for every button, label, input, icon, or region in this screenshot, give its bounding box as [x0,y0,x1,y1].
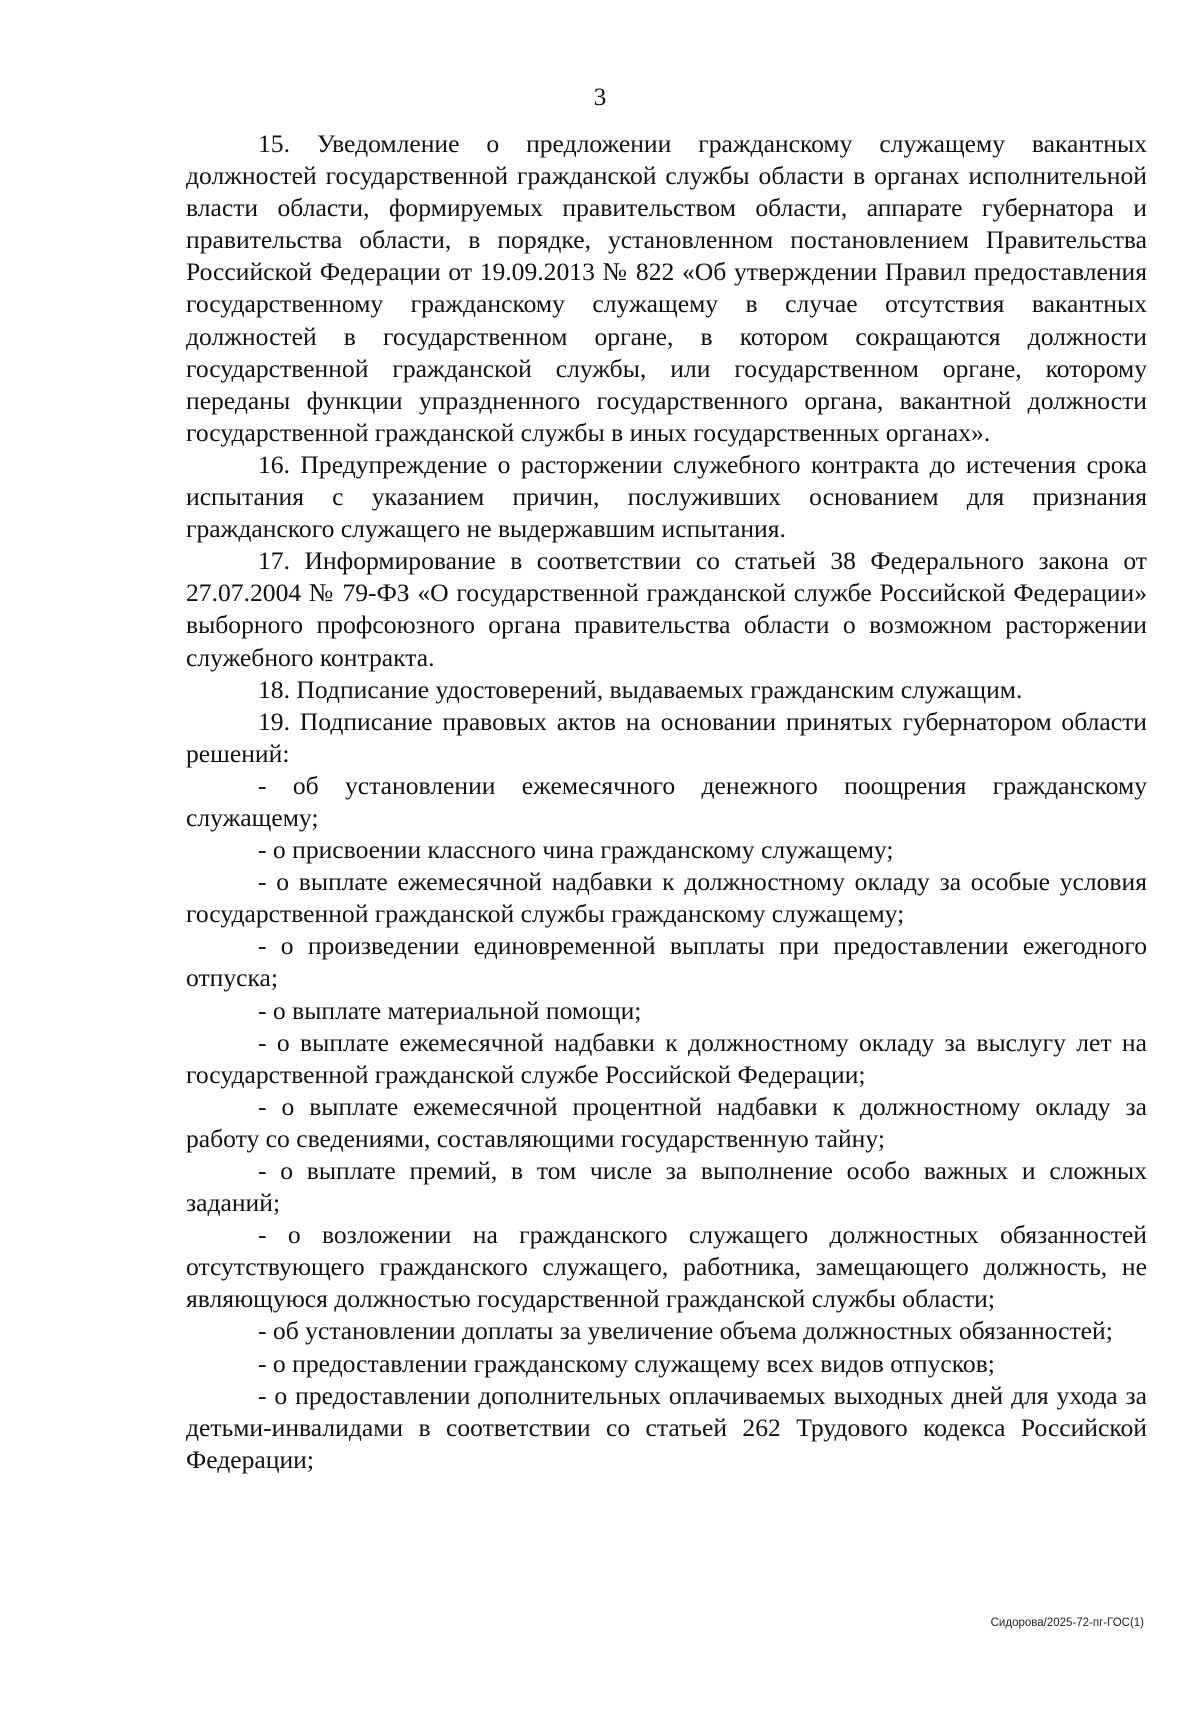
paragraph-19: 19. Подписание правовых актов на основании принятых губернатором области решений: [186,706,1147,768]
list-item: - о выплате материальной помощи; [258,995,642,1025]
paragraph-17: 17. Информирование в соответствии со статьей 38 Федерального закона от 27.07.2004 № 79-ФЗ «О государственной гражданской службе Российской Федерации» выборного профсоюзного органа правительства области о возможном расторжении служебного контракта. [186,546,1147,672]
list-item: - о присвоении классного чина гражданскому служащему; [258,835,894,865]
list-item: - о выплате ежемесячной процентной надбавки к должностному окладу за работу со сведениями, составляющими государственную тайну; [186,1091,1147,1153]
paragraph-16: 16. Предупреждение о расторжении служебного контракта до истечения срока испытания с указанием причин, послуживших основанием для признания гражданского служащего не выдержавшим испытания. [186,449,1147,544]
list-item: - о предоставлении гражданскому служащему всех видов отпусков; [258,1348,995,1378]
list-item: - о выплате ежемесячной надбавки к должностному окладу за особые условия государственной гражданской службы гражданскому служащему; [186,867,1147,929]
paragraph-15: 15. Уведомление о предложении гражданскому служащему вакантных должностей государственной гражданской службы области в органах исполнительной власти области, формируемых правительством области, аппарате губернатора и правительства области, в порядке, установленном постановлением Правительства Российской Федерации от 19.09.2013 № 822 «Об утверждении Правил предоставления государственному гражданскому служащему в случае отсутствия вакантных должностей в государственном органе, в котором сокращаются должности государственной гражданской службы, или государственном органе, которому переданы функции упраздненного государственного органа, вакантной должности государственной гражданской службы в иных государственных органах». [186,129,1147,447]
document-reference-code: Сидорова/2025-72-пг-ГОС(1) [990,1617,1144,1629]
document-body [186,128,1147,1476]
list-item: - о выплате премий, в том числе за выполнение особо важных и сложных заданий; [186,1156,1147,1218]
paragraph-18: 18. Подписание удостоверений, выдаваемых гражданским служащим. [258,674,1023,704]
list-item: - о выплате ежемесячной надбавки к должностному окладу за выслугу лет на государственной гражданской службе Российской Федерации; [186,1027,1147,1089]
page-number: 3 [593,84,607,111]
list-item: - о произведении единовременной выплаты при предоставлении ежегодного отпуска; [186,931,1147,993]
list-item: - о возложении на гражданского служащего должностных обязанностей отсутствующего гражданского служащего, работника, замещающего должность, не являющуюся должностью государственной гражданской службы области; [186,1220,1147,1314]
list-item: - об установлении доплаты за увеличение объема должностных обязанностей; [258,1316,1113,1346]
list-item: - об установлении ежемесячного денежного поощрения гражданскому служащему; [186,770,1147,832]
list-item: - о предоставлении дополнительных оплачиваемых выходных дней для ухода за детьми-инвалидами в соответствии со статьей 262 Трудового кодекса Российской Федерации; [186,1380,1147,1474]
